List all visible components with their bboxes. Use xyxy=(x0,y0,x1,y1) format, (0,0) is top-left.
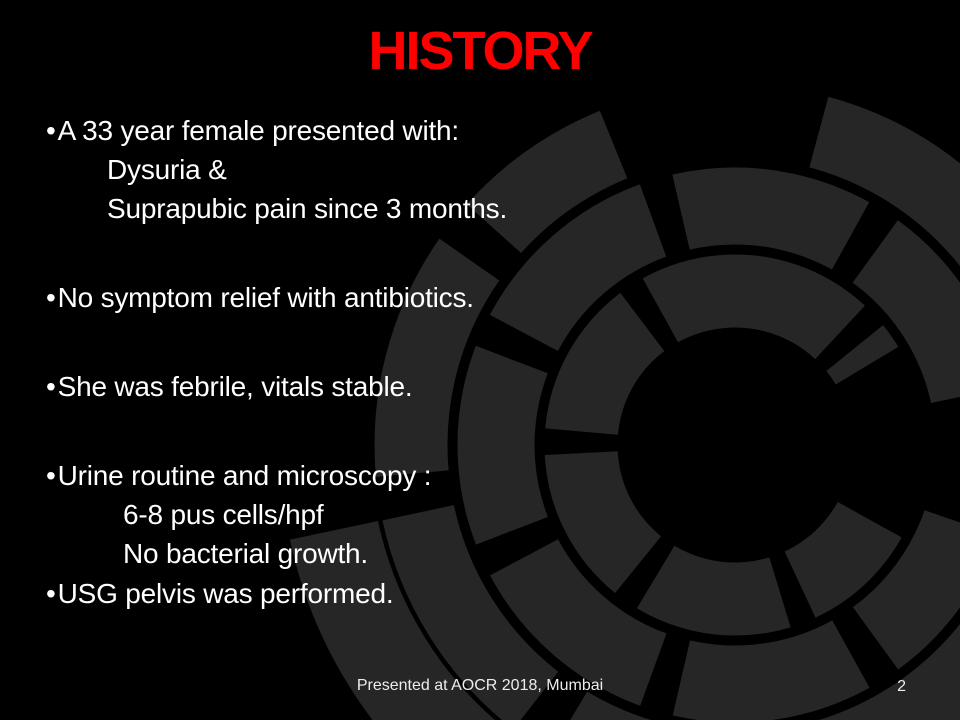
bullet-line xyxy=(46,278,940,317)
bullet-text: She was febrile, vitals stable. xyxy=(57,371,413,402)
bullet-text: USG pelvis was performed. xyxy=(57,578,394,609)
indented-line: No bacterial growth. xyxy=(123,538,369,569)
bullet-paragraph xyxy=(46,574,940,613)
bullet-paragraph xyxy=(46,367,940,406)
bullet-marker: • xyxy=(46,578,56,609)
indented-line: 6-8 pus cells/hpf xyxy=(123,499,324,530)
bullet-marker: • xyxy=(46,371,56,402)
bullet-text: No symptom relief with antibiotics. xyxy=(57,282,474,313)
bullet-marker: • xyxy=(46,115,56,146)
bullet-line xyxy=(46,367,940,406)
bullet-paragraph xyxy=(46,456,940,573)
footer-text: Presented at AOCR 2018, Mumbai xyxy=(356,677,604,694)
bullet-marker: • xyxy=(46,460,56,491)
indented-line: Dysuria & xyxy=(107,154,227,185)
page-number: 2 xyxy=(897,678,906,695)
bullet-line xyxy=(46,574,940,613)
bullet-paragraph xyxy=(46,111,940,228)
indented-line: Suprapubic pain since 3 months. xyxy=(107,193,508,224)
bullet-marker: • xyxy=(46,282,56,313)
bullet-line xyxy=(46,456,940,495)
bullet-text: Urine routine and microscopy : xyxy=(57,460,432,491)
bullet-paragraph xyxy=(46,278,940,317)
slide-title: HISTORY xyxy=(368,21,592,81)
slide-body xyxy=(46,111,940,613)
bullet-line xyxy=(46,111,940,150)
bullet-text: A 33 year female presented with: xyxy=(57,115,460,146)
